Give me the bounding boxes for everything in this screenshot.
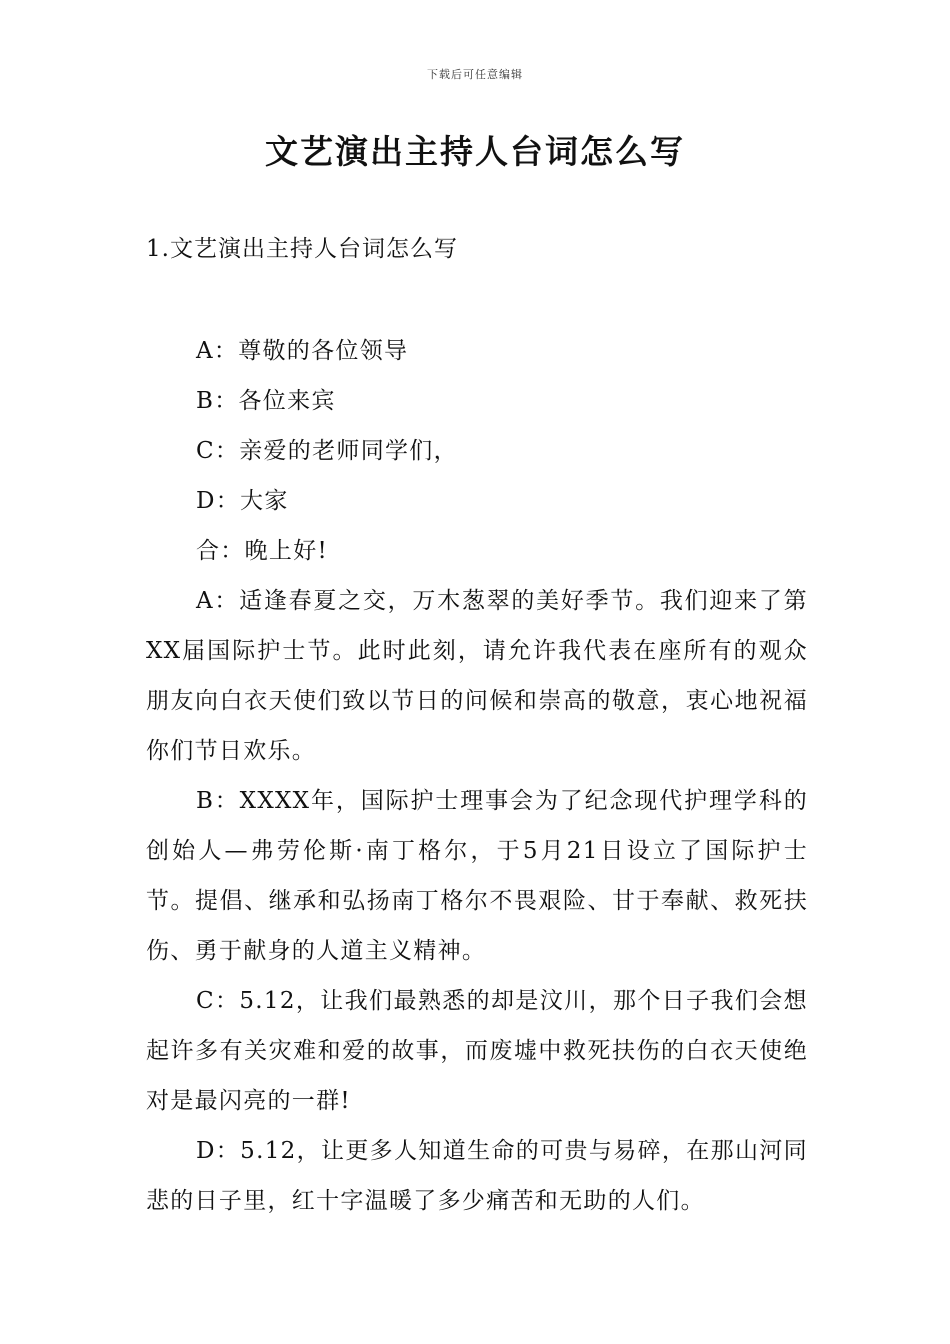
paragraph-a-speech: A：适逢春夏之交，万木葱翠的美好季节。我们迎来了第XX届国际护士节。此时此刻，请允许我代表在座所有的观众朋友向白衣天使们致以节日的问候和崇高的敬意，衷心地祝福你们节日欢乐。: [146, 588, 808, 764]
document-title: 文艺演出主持人台词怎么写: [265, 132, 685, 171]
document-body: [146, 326, 808, 1226]
paragraph-d-speech: D：5.12，让更多人知道生命的可贵与易碎，在那山河同悲的日子里，红十字温暖了多少痛苦和无助的人们。: [146, 1138, 808, 1214]
header-note: 下载后可任意编辑: [427, 68, 523, 81]
paragraph-greeting-d: D：大家: [196, 488, 289, 514]
paragraph-greeting-all: 合：晚上好!: [196, 538, 329, 564]
paragraph-b-speech: B：XXXX年，国际护士理事会为了纪念现代护理学科的创始人—弗劳伦斯·南丁格尔，于5月21日设立了国际护士节。提倡、继承和弘扬南丁格尔不畏艰险、甘于奉献、救死扶伤、勇于献身的人道主义精神。: [146, 788, 808, 964]
paragraph-c-speech: C：5.12，让我们最熟悉的却是汶川，那个日子我们会想起许多有关灾难和爱的故事，而废墟中救死扶伤的白衣天使绝对是最闪亮的一群!: [146, 988, 808, 1114]
paragraph-greeting-c: C：亲爱的老师同学们，: [196, 438, 458, 464]
paragraph-greeting-b: B：各位来宾: [196, 388, 336, 414]
section-heading: 1.文艺演出主持人台词怎么写: [146, 236, 458, 262]
paragraph-greeting-a: A：尊敬的各位领导: [196, 338, 409, 364]
